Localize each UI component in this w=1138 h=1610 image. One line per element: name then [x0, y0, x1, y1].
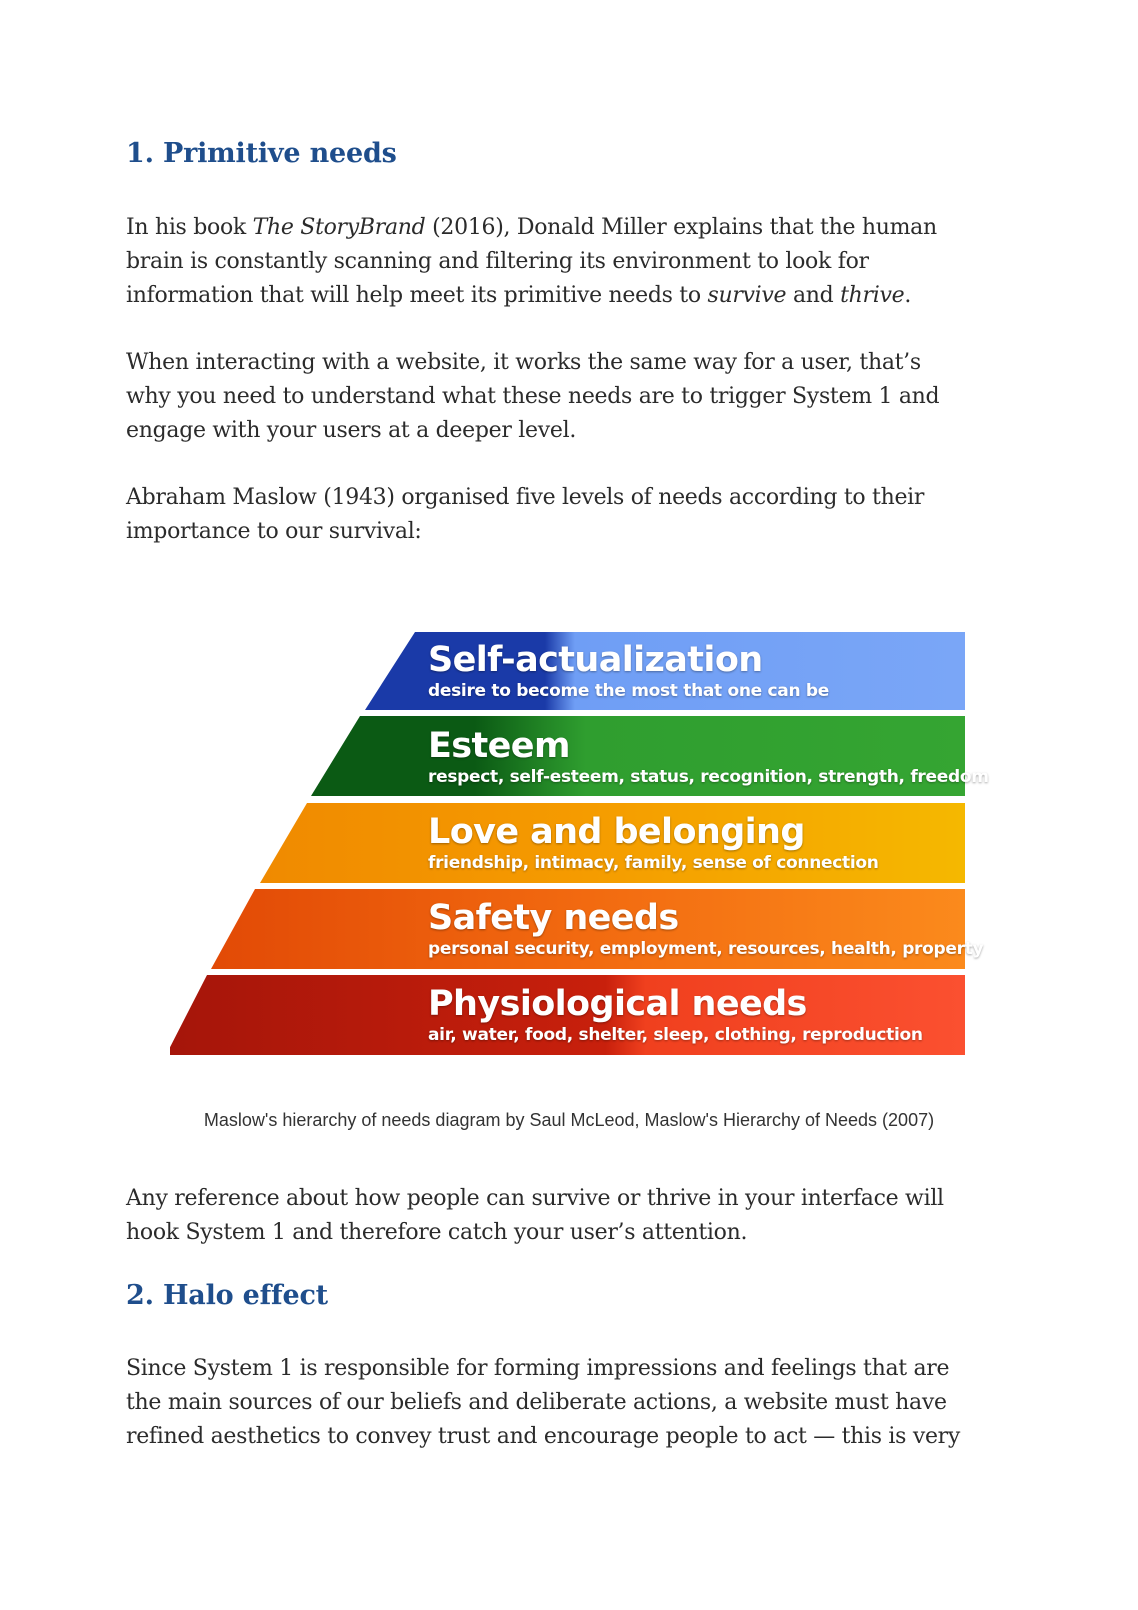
figure-caption: Maslow's hierarchy of needs diagram by Saul McLeod, Maslow's Hierarchy of Needs (2007): [203, 1110, 935, 1130]
paragraph-line: When interacting with a website, it works the same way for a user, that’s: [126, 350, 921, 375]
emphasis-thrive: thrive: [840, 283, 905, 308]
tier-esteem: [428, 727, 989, 788]
paragraph-line: why you need to understand what these needs are to trigger System 1 and: [126, 384, 940, 409]
tier-physiological: [428, 985, 923, 1046]
emphasis-survive: survive: [707, 283, 787, 308]
paragraph-line: hook System 1 and therefore catch your user’s attention.: [126, 1220, 748, 1245]
paragraph-maslow: [126, 481, 1006, 549]
tier-title: Esteem: [428, 726, 570, 766]
section-heading-halo-effect: 2. Halo effect: [126, 1280, 328, 1311]
paragraph-line: the main sources of our beliefs and deliberate actions, a website must have: [126, 1390, 947, 1415]
section-heading-primitive-needs: 1. Primitive needs: [126, 138, 397, 169]
book-title: The StoryBrand: [252, 215, 426, 240]
paragraph-website-interaction: [126, 346, 1006, 448]
tier-title: Self-actualization: [428, 640, 763, 680]
tier-title: Safety needs: [428, 898, 679, 938]
tier-description: respect, self-esteem, status, recognition, strength, freedom: [428, 767, 989, 787]
paragraph-line: Since System 1 is responsible for forming impressions and feelings that are: [126, 1356, 950, 1381]
tier-title: Love and belonging: [428, 812, 805, 852]
tier-description: air, water, food, shelter, sleep, clothing, reproduction: [428, 1025, 923, 1045]
paragraph-line: engage with your users at a deeper level.: [126, 418, 577, 443]
maslow-pyramid-figure: [170, 632, 989, 1067]
paragraph-halo-effect: [126, 1352, 1006, 1454]
tier-love-belonging: [428, 813, 879, 874]
paragraph-storybrand: [126, 211, 1006, 313]
paragraph-line: importance to our survival:: [126, 519, 422, 544]
paragraph-line: Any reference about how people can survive or thrive in your interface will: [126, 1186, 944, 1211]
tier-description: friendship, intimacy, family, sense of connection: [428, 853, 879, 873]
paragraph-line: brain is constantly scanning and filtering its environment to look for: [126, 249, 869, 274]
paragraph-survive-thrive: [126, 1182, 1006, 1250]
tier-description: desire to become the most that one can be: [428, 681, 829, 701]
tier-self-actualization: [428, 641, 829, 702]
paragraph-line: In his book The StoryBrand (2016), Donald Miller explains that the human: [126, 215, 937, 240]
paragraph-line: refined aesthetics to convey trust and encourage people to act — this is very: [126, 1424, 961, 1449]
paragraph-line: information that will help meet its primitive needs to survive and thrive.: [126, 283, 912, 308]
paragraph-line: Abraham Maslow (1943) organised five levels of needs according to their: [126, 485, 925, 510]
tier-description: personal security, employment, resources, health, property: [428, 939, 984, 959]
tier-safety: [428, 899, 983, 960]
tier-title: Physiological needs: [428, 984, 807, 1024]
